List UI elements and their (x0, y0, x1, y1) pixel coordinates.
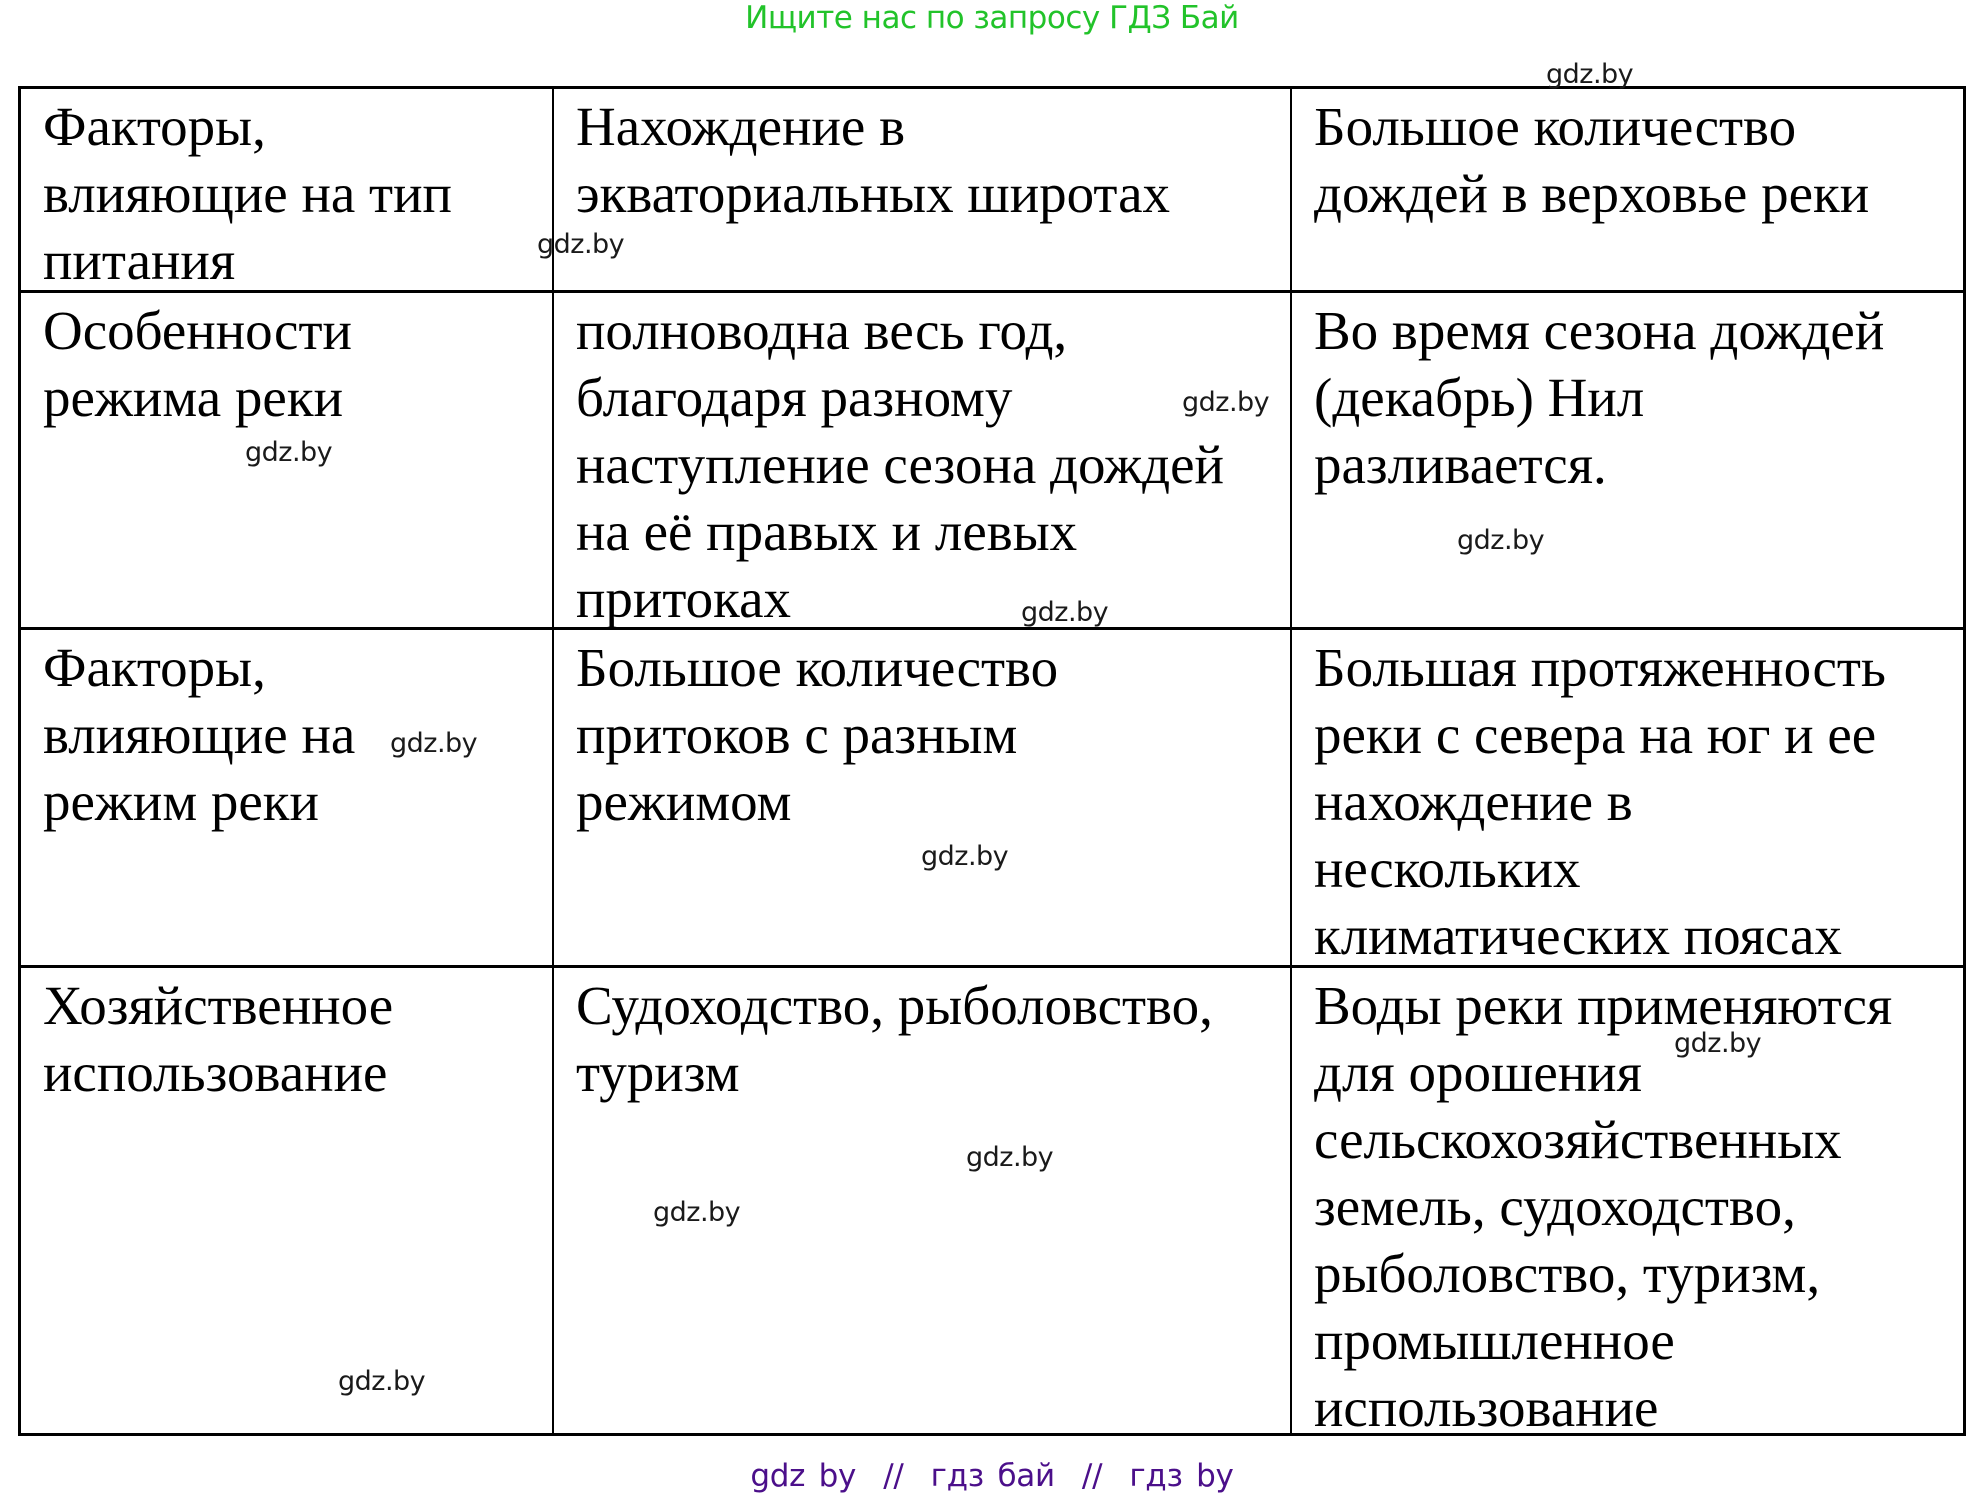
cell-line: режимом (576, 771, 792, 832)
watermark: gdz.by (966, 1142, 1054, 1173)
watermark: gdz.by (338, 1366, 426, 1397)
cell-line: Большое количество (1314, 96, 1797, 157)
cell-line: влияющие на тип (43, 163, 452, 224)
cell-line: притоков с разным (576, 704, 1018, 765)
table-cell (552, 89, 1290, 293)
watermark: gdz.by (1182, 387, 1270, 418)
cell-line: благодаря разному (576, 367, 1013, 428)
table-cell (1290, 293, 1966, 627)
watermark: gdz.by (1021, 597, 1109, 628)
table-cell (1290, 968, 1966, 1438)
cell-line: Во время сезона дождей (1314, 300, 1885, 361)
banner-text: Ищите нас по запросу ГДЗ Бай (745, 0, 1239, 36)
cell-line: Воды реки применяются (1314, 975, 1893, 1036)
cell-line: притоках (576, 568, 791, 629)
watermark: gdz.by (1457, 525, 1545, 556)
watermark: gdz.by (921, 841, 1009, 872)
footer-text: gdz by // гдз бай // гдз by (750, 1458, 1234, 1494)
cell-line: (декабрь) Нил (1314, 367, 1645, 428)
cell-line: реки с севера на юг и ее (1314, 704, 1877, 765)
cell-line: туризм (576, 1042, 740, 1103)
answer-table (18, 86, 1966, 1436)
cell-line: Судоходство, рыболовство, (576, 975, 1213, 1036)
cell-line: экваториальных широтах (576, 163, 1171, 224)
cell-line: Большая протяженность (1314, 637, 1886, 698)
footer-links (0, 1456, 1984, 1496)
cell-line: Нахождение в (576, 96, 906, 157)
watermark: gdz.by (1546, 59, 1634, 90)
table-cell-label (21, 630, 552, 965)
cell-line: на её правых и левых (576, 501, 1078, 562)
cell-line: дождей в верховье реки (1314, 163, 1870, 224)
table-cell-label (21, 89, 552, 293)
cell-line: Факторы, (43, 96, 266, 157)
cell-line: питания (43, 230, 236, 291)
table-row (21, 627, 1963, 965)
cell-line: климатических поясах (1314, 905, 1842, 966)
cell-line: нахождение в (1314, 771, 1633, 832)
cell-line: использование (43, 1042, 388, 1103)
cell-line: промышленное (1314, 1310, 1675, 1371)
cell-line: рыболовство, туризм, (1314, 1243, 1821, 1304)
table-row (21, 965, 1963, 1438)
cell-line: наступление сезона дождей (576, 434, 1224, 495)
watermark: gdz.by (537, 229, 625, 260)
table-cell (1290, 89, 1966, 293)
cell-line: земель, судоходство, (1314, 1176, 1796, 1237)
cell-line: сельскохозяйственных (1314, 1109, 1842, 1170)
cell-line: для орошения (1314, 1042, 1642, 1103)
cell-line: Хозяйственное (43, 975, 394, 1036)
cell-line: Факторы, (43, 637, 266, 698)
table-row (21, 89, 1963, 293)
table-cell-label (21, 968, 552, 1433)
cell-line: Большое количество (576, 637, 1059, 698)
cell-line: разливается. (1314, 434, 1607, 495)
watermark: gdz.by (653, 1197, 741, 1228)
cell-line: Особенности (43, 300, 352, 361)
search-banner (0, 0, 1984, 40)
table-cell (552, 630, 1290, 965)
cell-line: полноводна весь год, (576, 300, 1068, 361)
watermark: gdz.by (1674, 1028, 1762, 1059)
cell-line: режима реки (43, 367, 344, 428)
watermark: gdz.by (390, 728, 478, 759)
cell-line: использование (1314, 1377, 1659, 1438)
table-cell (1290, 630, 1966, 965)
table-cell (552, 293, 1290, 627)
cell-line: нескольких (1314, 838, 1581, 899)
cell-line: режим реки (43, 771, 319, 832)
cell-line: влияющие на (43, 704, 356, 765)
watermark: gdz.by (245, 437, 333, 468)
